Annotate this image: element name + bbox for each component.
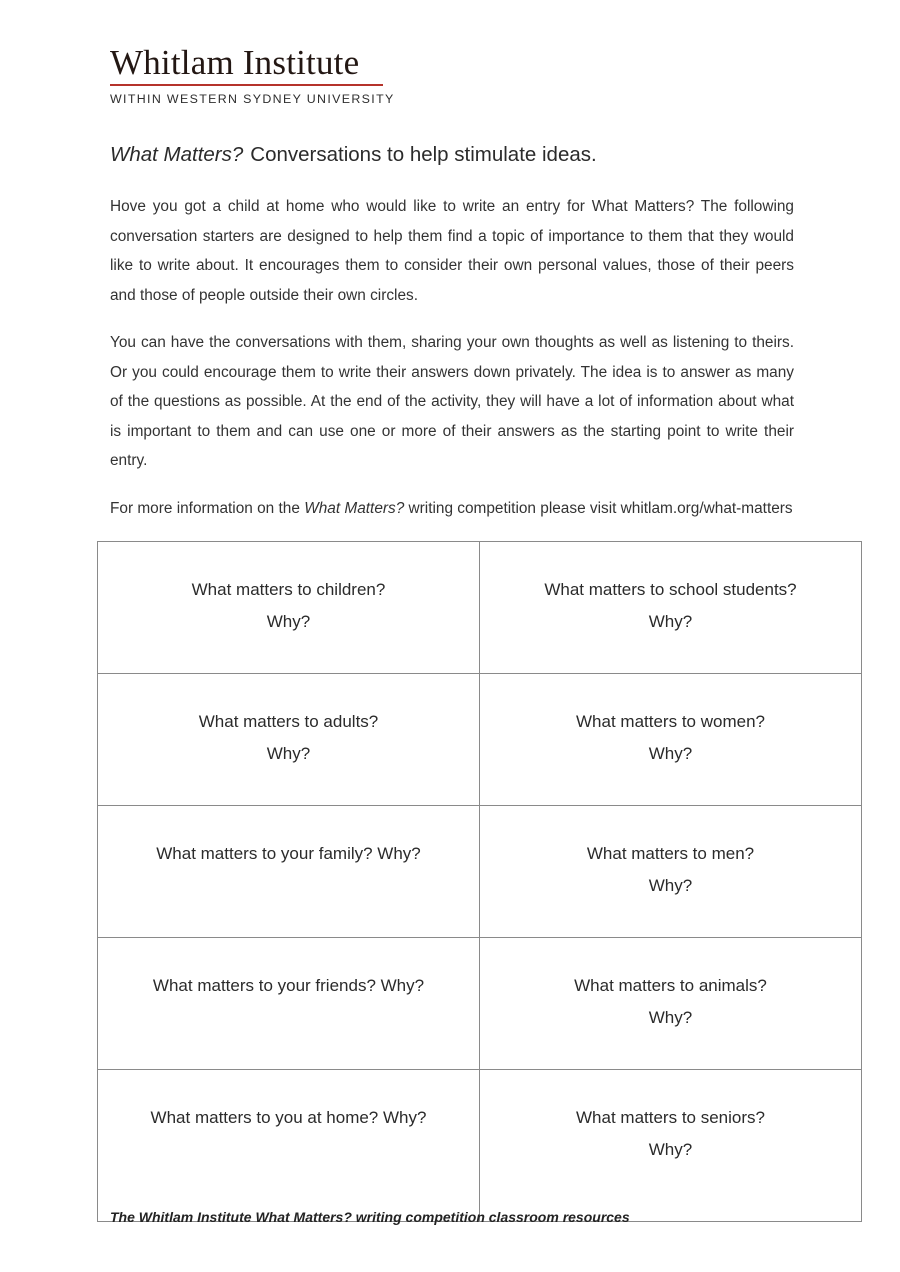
question-line: What matters to men? — [586, 844, 755, 863]
whitlam-institute-logo — [110, 44, 410, 106]
paragraph-3-before: For more information on the — [110, 499, 305, 517]
table-row — [98, 674, 862, 806]
question-why-line: Why? — [648, 1140, 693, 1159]
paragraph-2: You can have the conversations with them, sharing your own thoughts as well as listening to theirs. Or you could encourage them to write their answers down privately. The idea is to answer as many of the questions as possible. At the end of the activity, they will have a lot of information about what is important to them and can use one or more of their answers as the starting point to write their entry. — [110, 334, 794, 469]
logo-red-rule — [110, 84, 383, 86]
question-line: What matters to your family? Why? — [156, 844, 421, 863]
table-cell-question — [480, 1070, 862, 1222]
conversation-starters-table — [97, 541, 862, 1222]
table-cell-question — [480, 674, 862, 806]
table-cell-question — [98, 938, 480, 1070]
table-cell-question — [98, 542, 480, 674]
table-row — [98, 806, 862, 938]
question-line: What matters to adults? — [198, 712, 379, 731]
logo-subtitle: WITHIN WESTERN SYDNEY UNIVERSITY — [110, 91, 395, 106]
question-why-line: Why? — [648, 1008, 693, 1027]
question-line: What matters to your friends? Why? — [152, 976, 425, 995]
footer-text: The Whitlam Institute What Matters? writing competition classroom resources — [110, 1209, 630, 1225]
question-line: What matters to children? — [191, 580, 386, 599]
intro-text-block — [110, 192, 794, 523]
question-line: What matters to you at home? Why? — [150, 1108, 427, 1127]
question-why-line: Why? — [266, 744, 311, 763]
table-row — [98, 1070, 862, 1222]
question-line: What matters to animals? — [574, 976, 767, 995]
table-cell-question — [480, 806, 862, 938]
question-line: What matters to seniors? — [576, 1108, 765, 1127]
table-cell-question — [480, 938, 862, 1070]
question-line: What matters to school students? — [544, 580, 797, 599]
page-title — [110, 143, 597, 167]
paragraph-3-after: writing competition please visit whitlam.org/what-matters — [404, 499, 793, 517]
table-row — [98, 938, 862, 1070]
paragraph-3 — [110, 494, 794, 524]
table-cell-question — [98, 674, 480, 806]
question-why-line: Why? — [266, 612, 311, 631]
table-cell-question — [480, 542, 862, 674]
page-title-regular: Conversations to help stimulate ideas. — [250, 143, 597, 166]
question-why-line: Why? — [648, 744, 693, 763]
page-title-italic: What Matters? — [110, 143, 244, 166]
paragraph-3-italic: What Matters? — [304, 499, 405, 517]
logo-wordmark: Whitlam Institute — [110, 43, 360, 82]
question-why-line: Why? — [648, 612, 693, 631]
question-why-line: Why? — [648, 876, 693, 895]
table-cell-question — [98, 1070, 480, 1222]
table-row — [98, 542, 862, 674]
paragraph-1: Hove you got a child at home who would like to write an entry for What Matters? The following conversation starters are designed to help them find a topic of importance to them that they would like to write about. It encourages them to consider their own personal values, those of their peers and those of people outside their own circles. — [110, 198, 794, 304]
table-cell-question — [98, 806, 480, 938]
question-line: What matters to women? — [576, 712, 765, 731]
